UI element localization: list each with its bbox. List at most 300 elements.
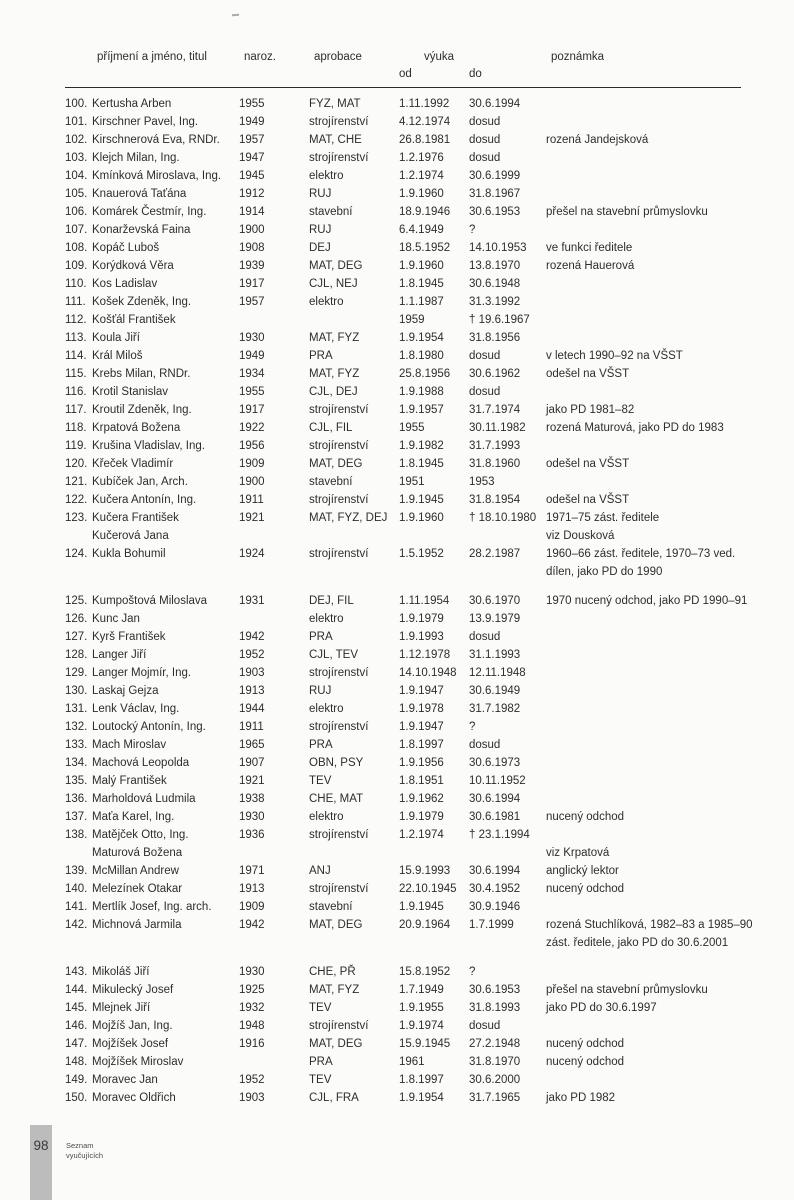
qualification: strojírenství [309, 829, 369, 841]
table-row [65, 149, 741, 167]
teacher-name: Mlejnek Jiří [92, 1002, 151, 1014]
qualification: strojírenství [309, 152, 369, 164]
teaching-from: 20.9.1964 [399, 919, 451, 931]
header-to: do [469, 68, 482, 80]
teaching-from: 1.9.1954 [399, 1092, 444, 1104]
row-number: 125. [65, 595, 88, 607]
birth-year: 1913 [239, 685, 265, 697]
table-row [65, 916, 753, 934]
birth-year [239, 563, 309, 581]
table-header-row-1 [65, 49, 741, 66]
row-spacer [65, 952, 741, 963]
teaching-from: 1.9.1979 [399, 613, 444, 625]
table-row [65, 563, 741, 581]
qualification: PRA [309, 739, 333, 751]
table-row [65, 311, 741, 329]
table-row [65, 491, 741, 509]
header-from: od [399, 68, 412, 80]
teaching-from [399, 527, 469, 545]
teaching-to: 1.7.1999 [469, 919, 514, 931]
row-number: 145. [65, 1002, 88, 1014]
note: jako PD 1982 [546, 1092, 616, 1104]
table-row [65, 383, 741, 401]
qualification: CHE, MAT [309, 793, 364, 805]
row-number: 135. [65, 775, 88, 787]
qualification: TEV [309, 775, 332, 787]
teaching-from: 1961 [399, 1056, 425, 1068]
qualification: DEJ [309, 242, 331, 254]
birth-year: 1909 [239, 458, 265, 470]
teaching-to: † 19.6.1967 [469, 314, 530, 326]
teacher-name: Kopáč Luboš [92, 242, 160, 254]
teaching-to: 31.7.1982 [469, 703, 521, 715]
note [546, 383, 741, 401]
note [546, 898, 741, 916]
qualification: TEV [309, 1074, 332, 1086]
note: zást. ředitele, jako PD do 30.6.2001 [546, 937, 729, 949]
note: přešel na stavební průmyslovku [546, 206, 708, 218]
birth-year: 1955 [239, 386, 265, 398]
teaching-to: 31.3.1992 [469, 296, 521, 308]
qualification: FYZ, MAT [309, 98, 361, 110]
teacher-name: Michnová Jarmila [92, 919, 182, 931]
note [546, 754, 741, 772]
teaching-from: 26.8.1981 [399, 134, 451, 146]
table-row [65, 185, 741, 203]
teaching-to [469, 563, 546, 581]
row-number: 107. [65, 224, 88, 236]
teaching-from: 1.1.1987 [399, 296, 444, 308]
qualification: RUJ [309, 188, 332, 200]
qualification: RUJ [309, 685, 332, 697]
note: odešel na VŠST [546, 458, 630, 470]
teaching-from: 25.8.1956 [399, 368, 451, 380]
footer-section-label [66, 1141, 103, 1160]
birth-year: 1930 [239, 811, 265, 823]
teaching-from [399, 844, 469, 862]
teaching-to: 31.8.1956 [469, 332, 521, 344]
header-spacer [91, 66, 239, 83]
header-spacer [309, 66, 399, 83]
teacher-name: Kmínková Miroslava, Ing. [92, 170, 222, 182]
row-number: 118. [65, 422, 87, 434]
teaching-to: 13.8.1970 [469, 260, 521, 272]
birth-year: 1922 [239, 422, 265, 434]
teaching-to [469, 934, 546, 952]
row-number: 142. [65, 919, 88, 931]
table-row [65, 664, 741, 682]
note [546, 718, 741, 736]
row-number: 113. [65, 332, 87, 344]
birth-year: 1942 [239, 631, 265, 643]
teachers-table [65, 49, 753, 1107]
birth-year: 1965 [239, 739, 265, 751]
row-number [65, 527, 91, 545]
row-number: 119. [65, 440, 87, 452]
teacher-name: Kubíček Jan, Arch. [92, 476, 188, 488]
note: anglický lektor [546, 865, 619, 877]
birth-year: 1949 [239, 116, 265, 128]
table-row [65, 999, 741, 1017]
qualification: CJL, FIL [309, 422, 353, 434]
birth-year: 1955 [239, 98, 265, 110]
row-number: 120. [65, 458, 88, 470]
header-qualification: aprobace [314, 51, 362, 63]
note: v letech 1990–92 na VŠST [546, 350, 683, 362]
note [546, 311, 741, 329]
row-number: 130. [65, 685, 88, 697]
teacher-name: Maturová Božena [92, 847, 183, 859]
teacher-name: Kertusha Arben [92, 98, 172, 110]
header-spacer [239, 66, 309, 83]
note: nucený odchod [546, 883, 625, 895]
note: nucený odchod [546, 1056, 625, 1068]
teaching-from: 1.2.1974 [399, 829, 444, 841]
qualification: DEJ, FIL [309, 595, 354, 607]
birth-year: 1911 [239, 494, 264, 506]
teaching-from: 1955 [399, 422, 425, 434]
note [546, 293, 741, 311]
note: nucený odchod [546, 811, 625, 823]
header-note: poznámka [551, 51, 605, 63]
note [546, 772, 741, 790]
qualification: MAT, FYZ, DEJ [309, 512, 388, 524]
teaching-from [399, 563, 469, 581]
table-row [65, 131, 741, 149]
teacher-name: Krotil Stanislav [92, 386, 169, 398]
note [546, 221, 741, 239]
qualification: stavební [309, 476, 353, 488]
teaching-from: 1.11.1992 [399, 98, 450, 110]
birth-year [239, 311, 309, 329]
table-row [65, 203, 741, 221]
note [546, 1071, 741, 1089]
teaching-from: 1.5.1952 [399, 548, 444, 560]
row-number: 103. [65, 152, 88, 164]
teacher-name: Krpatová Božena [92, 422, 181, 434]
scan-artifact [232, 14, 239, 16]
teaching-from: 1.11.1954 [399, 595, 450, 607]
note: přešel na stavební průmyslovku [546, 984, 708, 996]
birth-year: 1917 [239, 404, 265, 416]
teaching-to: 30.6.1953 [469, 984, 521, 996]
table-row [65, 293, 741, 311]
teacher-name: Maťa Karel, Ing. [92, 811, 175, 823]
teaching-to: † 18.10.1980 [469, 512, 537, 524]
table-row [65, 419, 741, 437]
teaching-from: 1.9.1982 [399, 440, 444, 452]
table-row [65, 880, 741, 898]
table-row [65, 437, 741, 455]
table-row [65, 275, 741, 293]
teacher-name: McMillan Andrew [92, 865, 179, 877]
teaching-from: 18.5.1952 [399, 242, 451, 254]
birth-year: 1900 [239, 476, 265, 488]
table-body [65, 95, 753, 1107]
teaching-to: 31.8.1954 [469, 494, 521, 506]
qualification: stavební [309, 206, 353, 218]
table-row [65, 1053, 741, 1071]
teaching-from: 1.9.1956 [399, 757, 444, 769]
teacher-name: Malý František [92, 775, 167, 787]
note [546, 95, 741, 113]
teacher-name: Koula Jiří [92, 332, 140, 344]
teacher-name: Kukla Bohumil [92, 548, 166, 560]
qualification: strojírenství [309, 440, 369, 452]
table-row [65, 790, 741, 808]
note: 1970 nucený odchod, jako PD 1990–91 [546, 595, 748, 607]
qualification: TEV [309, 1002, 332, 1014]
table-row [65, 934, 741, 952]
teaching-to: ? [469, 224, 476, 236]
teaching-to: 14.10.1953 [469, 242, 527, 254]
teaching-from: 1.8.1951 [399, 775, 444, 787]
table-row [65, 527, 741, 545]
row-number: 127. [65, 631, 88, 643]
note [546, 167, 741, 185]
qualification [309, 311, 399, 329]
birth-year: 1932 [239, 1002, 265, 1014]
qualification [309, 934, 399, 952]
teacher-name: Mertlík Josef, Ing. arch. [92, 901, 212, 913]
teacher-name: Mojžíš Jan, Ing. [92, 1020, 173, 1032]
qualification [309, 527, 399, 545]
row-number: 101. [65, 116, 88, 128]
teaching-from [399, 934, 469, 952]
table-row [65, 754, 741, 772]
note [546, 736, 741, 754]
teaching-from: 1.9.1945 [399, 901, 444, 913]
teaching-to: 30.4.1952 [469, 883, 521, 895]
qualification: OBN, PSY [309, 757, 364, 769]
teaching-to: 30.6.1953 [469, 206, 521, 218]
teacher-name: Kirschner Pavel, Ing. [92, 116, 199, 128]
row-number: 102. [65, 134, 88, 146]
table-row [65, 455, 741, 473]
teacher-name: Lenk Václav, Ing. [92, 703, 180, 715]
teacher-name: Košek Zdeněk, Ing. [92, 296, 192, 308]
teacher-name: Moravec Jan [92, 1074, 158, 1086]
teaching-from: 1.8.1997 [399, 739, 444, 751]
birth-year [239, 934, 309, 952]
teaching-to: 30.6.1999 [469, 170, 521, 182]
birth-year: 1957 [239, 134, 265, 146]
note [546, 664, 741, 682]
row-number: 110. [65, 278, 87, 290]
teaching-to: 31.7.1965 [469, 1092, 521, 1104]
note [546, 185, 741, 203]
qualification: MAT, FYZ [309, 984, 360, 996]
row-number: 117. [65, 404, 87, 416]
qualification: strojírenství [309, 116, 369, 128]
row-number: 139. [65, 865, 88, 877]
birth-year: 1903 [239, 1092, 265, 1104]
teaching-to: 13.9.1979 [469, 613, 521, 625]
table-row [65, 1089, 741, 1107]
teacher-name: Komárek Čestmír, Ing. [92, 206, 207, 218]
teacher-name: Kroutil Zdeněk, Ing. [92, 404, 192, 416]
table-row [65, 1071, 741, 1089]
teaching-from: 1.9.1960 [399, 260, 444, 272]
page-number-bar [30, 1125, 52, 1200]
qualification [309, 563, 399, 581]
teaching-to: 1953 [469, 476, 495, 488]
teaching-to: ? [469, 966, 476, 978]
table-row [65, 718, 741, 736]
note: rozená Maturová, jako PD do 1983 [546, 422, 724, 434]
teaching-from: 1.12.1978 [399, 649, 451, 661]
teacher-name: Kumpoštová Miloslava [92, 595, 208, 607]
table-row [65, 963, 741, 981]
birth-year: 1957 [239, 296, 265, 308]
table-row [65, 167, 741, 185]
table-row [65, 401, 741, 419]
birth-year [239, 1053, 309, 1071]
table-row [65, 844, 741, 862]
teacher-name: Knauerová Taťána [92, 188, 187, 200]
teaching-from: 1.9.1988 [399, 386, 444, 398]
table-row [65, 826, 741, 844]
note [546, 149, 741, 167]
teaching-from: 1959 [399, 314, 425, 326]
row-number: 122. [65, 494, 88, 506]
teaching-to: 31.8.1967 [469, 188, 521, 200]
teaching-to: 30.11.1982 [469, 422, 526, 434]
qualification: elektro [309, 170, 344, 182]
birth-year: 1921 [239, 512, 265, 524]
row-number [65, 563, 91, 581]
teaching-to: 30.6.2000 [469, 1074, 521, 1086]
qualification: elektro [309, 613, 344, 625]
teacher-name: Mojžíšek Josef [92, 1038, 169, 1050]
header-born: naroz. [244, 51, 276, 63]
teaching-from: 18.9.1946 [399, 206, 451, 218]
teacher-name: Langer Jiří [92, 649, 147, 661]
teaching-from: 1.9.1993 [399, 631, 444, 643]
note: jako PD 1981–82 [546, 404, 635, 416]
row-spacer [65, 581, 741, 592]
birth-year: 1924 [239, 548, 265, 560]
note [546, 700, 741, 718]
row-number: 124. [65, 548, 88, 560]
note [546, 275, 741, 293]
note: dílen, jako PD do 1990 [546, 566, 663, 578]
qualification: stavební [309, 901, 353, 913]
note: rozená Stuchlíková, 1982–83 a 1985–90 [546, 919, 753, 931]
birth-year: 1934 [239, 368, 265, 380]
note [546, 1017, 741, 1035]
teaching-to: † 23.1.1994 [469, 829, 530, 841]
row-number: 131. [65, 703, 88, 715]
qualification: MAT, DEG [309, 1038, 363, 1050]
row-number: 147. [65, 1038, 88, 1050]
teaching-to: dosud [469, 134, 501, 146]
teaching-from: 1.9.1979 [399, 811, 444, 823]
row-number: 109. [65, 260, 88, 272]
row-number: 100. [65, 98, 88, 110]
note: 1971–75 zást. ředitele [546, 512, 660, 524]
table-row [65, 239, 741, 257]
qualification: elektro [309, 703, 344, 715]
qualification: strojírenství [309, 494, 369, 506]
birth-year: 1908 [239, 242, 265, 254]
teacher-name: Krušina Vladislav, Ing. [92, 440, 205, 452]
teacher-name: Matějček Otto, Ing. [92, 829, 189, 841]
note: rozená Hauerová [546, 260, 635, 272]
teaching-from: 1.9.1947 [399, 685, 444, 697]
qualification: PRA [309, 350, 333, 362]
teaching-to: ? [469, 721, 476, 733]
qualification: CJL, FRA [309, 1092, 359, 1104]
note [546, 628, 741, 646]
header-teaching: výuka [424, 51, 455, 63]
note [546, 473, 741, 491]
row-number: 133. [65, 739, 88, 751]
note: 1960–66 zást. ředitele, 1970–73 ved. [546, 548, 736, 560]
teaching-to: 31.1.1993 [469, 649, 521, 661]
teaching-from: 6.4.1949 [399, 224, 444, 236]
header-name: příjmení a jméno, titul [97, 51, 207, 63]
table-row [65, 700, 741, 718]
teaching-to: 30.6.1949 [469, 685, 521, 697]
table-row [65, 347, 741, 365]
teacher-name: Konarževská Faina [92, 224, 191, 236]
teacher-name: Krebs Milan, RNDr. [92, 368, 191, 380]
teacher-name [91, 934, 239, 952]
teaching-to: 27.2.1948 [469, 1038, 521, 1050]
birth-year: 1912 [239, 188, 265, 200]
teaching-from: 14.10.1948 [399, 667, 457, 679]
teaching-to: dosud [469, 739, 501, 751]
row-number [65, 844, 91, 862]
header-spacer [546, 66, 741, 83]
teaching-from: 1.9.1945 [399, 494, 444, 506]
birth-year: 1921 [239, 775, 265, 787]
qualification: MAT, CHE [309, 134, 362, 146]
table-row [65, 592, 748, 610]
teaching-to [469, 844, 546, 862]
row-number: 141. [65, 901, 88, 913]
teaching-from: 1.8.1980 [399, 350, 444, 362]
table-row [65, 1035, 741, 1053]
teaching-from: 22.10.1945 [399, 883, 457, 895]
qualification: strojírenství [309, 667, 369, 679]
teaching-from: 15.9.1993 [399, 865, 451, 877]
teaching-from: 1.9.1974 [399, 1020, 444, 1032]
row-number: 121. [65, 476, 88, 488]
table-row [65, 509, 741, 527]
teaching-from: 1.8.1945 [399, 278, 444, 290]
birth-year: 1942 [239, 919, 265, 931]
teacher-name: Mach Miroslav [92, 739, 167, 751]
row-number [65, 934, 91, 952]
footer-label-line1: Seznam [66, 1141, 94, 1150]
teaching-to: 10.11.1952 [469, 775, 526, 787]
birth-year: 1903 [239, 667, 265, 679]
birth-year: 1948 [239, 1020, 265, 1032]
row-number: 123. [65, 512, 88, 524]
note [546, 963, 741, 981]
qualification: strojírenství [309, 1020, 369, 1032]
teacher-name: Košťál František [92, 314, 176, 326]
note [546, 790, 741, 808]
teacher-name: Král Miloš [92, 350, 143, 362]
teaching-to: 30.6.1970 [469, 595, 521, 607]
note: odešel na VŠST [546, 494, 630, 506]
row-number: 112. [65, 314, 87, 326]
teaching-from: 15.9.1945 [399, 1038, 451, 1050]
birth-year: 1944 [239, 703, 265, 715]
